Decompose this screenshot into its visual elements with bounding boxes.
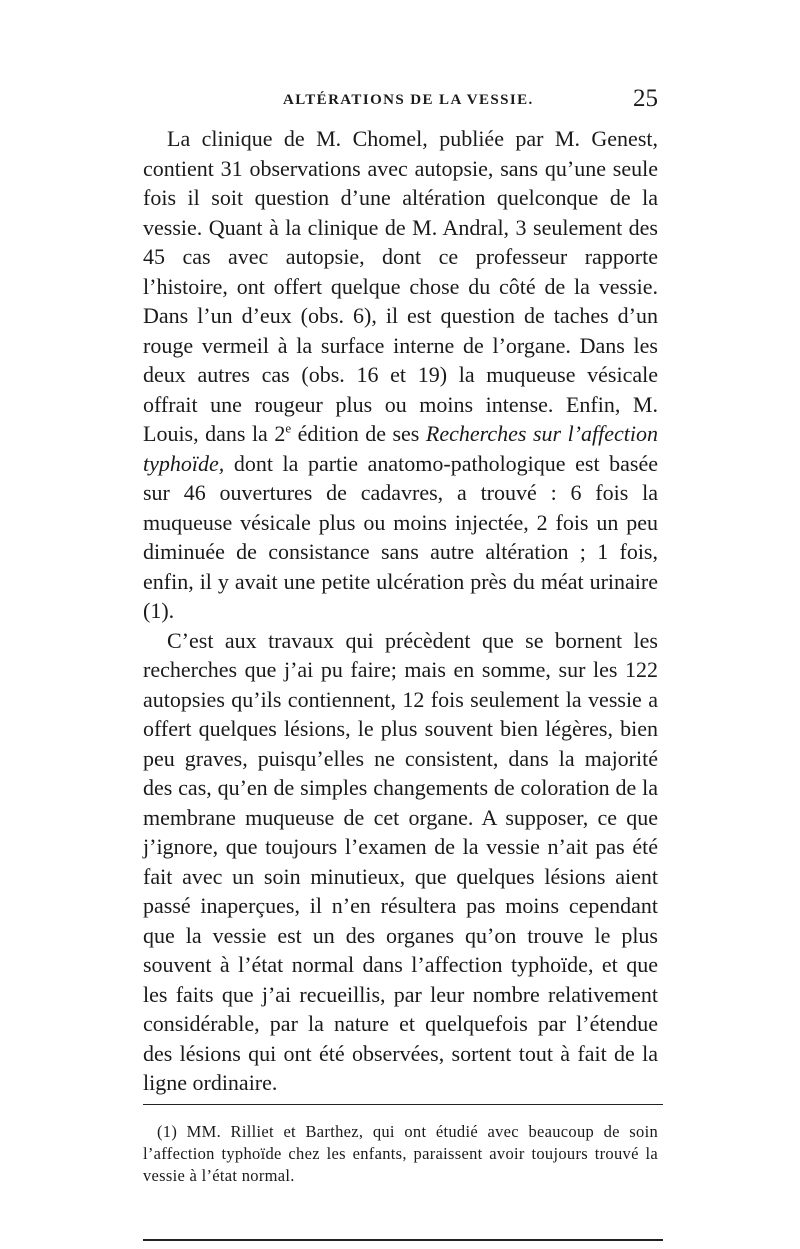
body-text — [143, 124, 658, 1098]
paragraph-1-text-2: édition de ses — [291, 421, 426, 446]
footnote-rule — [143, 1104, 663, 1105]
paragraph-1 — [143, 124, 658, 626]
superscript-edition: e — [285, 420, 292, 436]
page-number: 25 — [633, 85, 658, 112]
document-page — [143, 85, 658, 1249]
bottom-rule — [143, 1239, 663, 1241]
book-title: Recherches sur l’affection typhoïde, — [143, 421, 658, 476]
running-title: ALTÉRATIONS DE LA VESSIE. — [283, 92, 534, 108]
paragraph-1-text: La clinique de M. Chomel, publiée par M. Genest, contient 31 observations avec autopsie, sans qu’une seule fois il soit question d’une altération quelconque de la vessie. Quant à la clinique de M. Andral, 3 seulement des 45 cas avec autopsie, dont ce professeur rapporte l’histoire, ont offert quelque chose du côté de la vessie. Dans l’un d’eux (obs. 6), il est question de taches d’un rouge vermeil à la surface interne de l’organe. Dans les deux autres cas (obs. 16 et 19) la muqueuse vésicale offrait une rougeur plus ou moins intense. Enfin, M. Louis, dans la 2 — [143, 126, 658, 446]
footnote: (1) MM. Rilliet et Barthez, qui ont étudié avec beaucoup de soin l’affection typhoïde chez les enfants, paraissent avoir toujours trouvé la vessie à l’état normal. — [143, 1121, 658, 1185]
paragraph-2: C’est aux travaux qui précèdent que se bornent les recherches que j’ai pu faire; mais en somme, sur les 122 autopsies qu’ils contiennent, 12 fois seulement la vessie a offert quelques lésions, le plus souvent bien légères, bien peu graves, puisqu’elles ne consistent, dans la majorité des cas, qu’en de simples changements de coloration de la membrane muqueuse de cet organe. A supposer, ce que j’ignore, que toujours l’examen de la vessie n’ait pas été fait avec un soin minutieux, que quelques lésions aient passé inaperçues, il n’en résultera pas moins cependant que la vessie est un des organes qu’on trouve le plus souvent à l’état normal dans l’affection typhoïde, et que les faits que j’ai recueillis, par leur nombre relativement considérable, par la nature et quelquefois par l’étendue des lésions qui ont été observées, sortent tout à fait de la ligne ordinaire. — [143, 627, 658, 1095]
paragraph-1-text-3: dont la partie anatomo-pathologique est basée sur 46 ouvertures de cadavres, a trouvé : 6 fois la muqueuse vésicale plus ou moins injectée, 2 fois un peu diminuée de consistance sans autre altération ; 1 fois, enfin, il y avait une petite ulcération près du méat urinaire (1). — [143, 450, 658, 623]
page-header — [143, 85, 658, 118]
